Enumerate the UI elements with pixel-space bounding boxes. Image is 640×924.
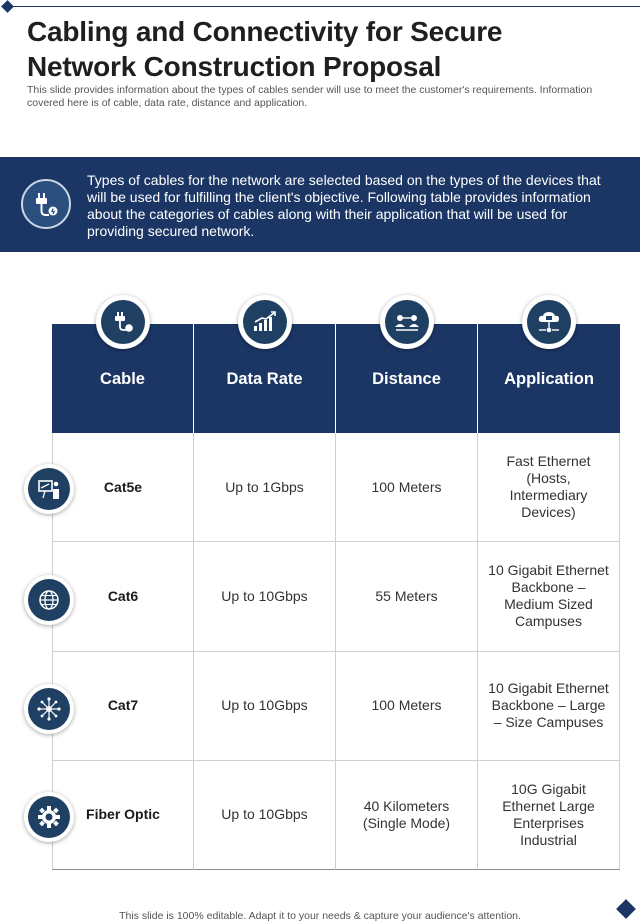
- cell-distance: 40 Kilometers (Single Mode): [336, 761, 478, 870]
- cell-rate: Up to 1Gbps: [194, 433, 336, 542]
- cell-distance: 100 Meters: [336, 433, 478, 542]
- table-row: [52, 761, 620, 870]
- page-subtitle: This slide provides information about the types of cables sender will use to meet the customer's requirements. Information covered here is of cable, data rate, distance and application.: [27, 84, 593, 109]
- table-row: [52, 652, 620, 761]
- cell-rate: Up to 10Gbps: [194, 761, 336, 870]
- cell-rate: Up to 10Gbps: [194, 652, 336, 761]
- cell-rate: Up to 10Gbps: [194, 542, 336, 651]
- header-data-rate: Data Rate: [194, 324, 336, 433]
- cell-cable: Cat5e: [52, 433, 194, 542]
- cell-cable: Fiber Optic: [52, 761, 194, 870]
- cell-cable: Cat7: [52, 652, 194, 761]
- header-application: Application: [478, 324, 620, 433]
- page-title: Cabling and Connectivity for Secure Network Construction Proposal: [27, 16, 503, 82]
- top-diamond-icon: [1, 0, 14, 13]
- globe-icon: [24, 575, 74, 625]
- plug-icon: [21, 179, 71, 229]
- cell-distance: 55 Meters: [336, 542, 478, 651]
- header-cable: Cable: [52, 324, 194, 433]
- speed-meter-icon: [238, 295, 292, 349]
- table-row: [52, 542, 620, 651]
- presentation-icon: [24, 464, 74, 514]
- intro-text: Types of cables for the network are selected based on the types of the devices that will be used for fulfilling the client's objective. Following table provides information about the categories of cables along with their application that will be used for providing secured network.: [87, 172, 601, 239]
- top-rule: [8, 6, 640, 7]
- cell-application: 10 Gigabit Ethernet Backbone – Large – Size Campuses: [478, 652, 620, 761]
- header-distance: Distance: [336, 324, 478, 433]
- cell-distance: 100 Meters: [336, 652, 478, 761]
- network-nodes-icon: [380, 295, 434, 349]
- hub-icon: [24, 684, 74, 734]
- plug-icon: [96, 295, 150, 349]
- cloud-network-icon: [522, 295, 576, 349]
- cell-application: Fast Ethernet (Hosts, Intermediary Devices): [478, 433, 620, 542]
- cable-table: [52, 324, 620, 870]
- footer-note: This slide is 100% editable. Adapt it to your needs & capture your audience's attention.: [119, 910, 521, 922]
- cell-cable: Cat6: [52, 542, 194, 651]
- cell-application: 10 Gigabit Ethernet Backbone – Medium Sized Campuses: [478, 542, 620, 651]
- gear-icon: [24, 792, 74, 842]
- cell-application: 10G Gigabit Ethernet Large Enterprises Industrial: [478, 761, 620, 870]
- table-row: [52, 433, 620, 542]
